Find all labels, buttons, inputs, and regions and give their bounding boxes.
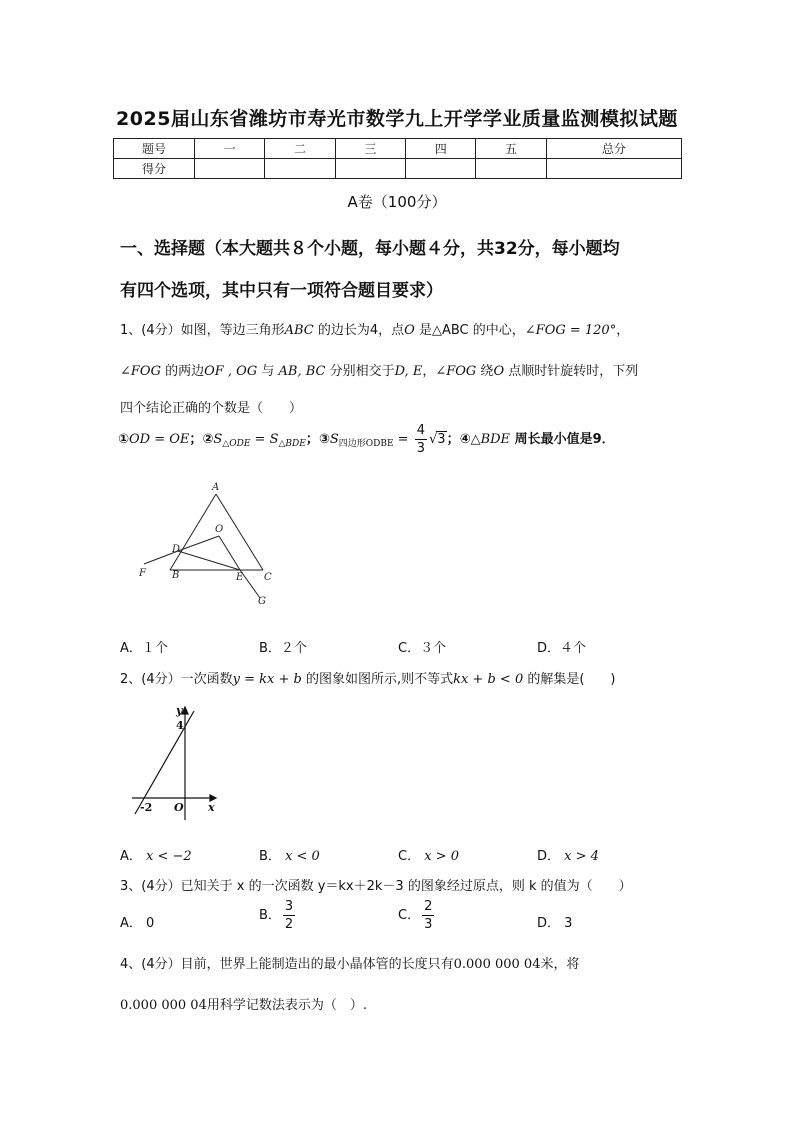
- score-cell[interactable]: [406, 159, 476, 179]
- q4-line2: [120, 994, 367, 1013]
- area-subscript: △BDE: [278, 439, 306, 449]
- option-value: 3: [564, 916, 573, 931]
- option-letter: D．: [537, 849, 561, 864]
- q1-triangle-name: ABC: [284, 323, 314, 338]
- q1-text: ，: [422, 364, 436, 379]
- q3-stem: 3、(4分）已知关于 x 的一次函数 y＝kx＋2k－3 的图象经过原点，则 k 的值为（ ）: [120, 879, 632, 894]
- area-subscript: △ODE: [222, 439, 251, 449]
- segment-do: [178, 536, 219, 551]
- q1-option-d[interactable]: D．４个: [537, 641, 587, 656]
- option-letter: C．: [398, 908, 421, 923]
- score-table: [113, 138, 682, 179]
- option-letter: B．: [259, 908, 281, 923]
- option-letter: A．: [120, 849, 142, 864]
- q2-option-c[interactable]: [398, 845, 459, 864]
- q1-line2: [120, 360, 638, 379]
- score-cell[interactable]: [265, 159, 335, 179]
- q1-option-b[interactable]: B．２个: [259, 641, 307, 656]
- q1-text: 周长最小值是9．: [510, 432, 615, 447]
- score-cell[interactable]: [476, 159, 546, 179]
- q1-text: 1、(4分）如图，等边三角形: [120, 323, 285, 338]
- section-heading-line2: 有四个选项，其中只有一项符合题目要求）: [120, 281, 443, 301]
- q1-point-o: O: [404, 323, 415, 338]
- q1-point-o: O: [493, 364, 505, 379]
- q2-text: 的图象如图所示,则不等式: [301, 672, 454, 687]
- option-expr: x < 0: [285, 849, 320, 864]
- triangle-name: BDE: [480, 432, 511, 447]
- q2-function: y = kx + b: [232, 672, 302, 687]
- area-subscript: 四边形ODBE: [338, 439, 394, 449]
- option-letter: B．: [259, 849, 281, 864]
- radicand: 3: [437, 432, 446, 447]
- fraction: [283, 900, 295, 931]
- q1-text: 的两边: [160, 364, 205, 379]
- label-b: B: [172, 570, 180, 581]
- numerator: 3: [284, 899, 294, 914]
- numerator: 4: [416, 423, 425, 438]
- y-axis-arrow-icon: [182, 707, 188, 714]
- section-heading: [120, 228, 690, 312]
- q1-line3: 四个结论正确的个数是（ ）: [120, 401, 303, 416]
- q3-option-a[interactable]: [120, 912, 154, 931]
- fraction: [422, 900, 434, 931]
- axis-label-y: y: [176, 704, 183, 717]
- label-f: F: [139, 568, 146, 579]
- label-a: A: [212, 482, 220, 493]
- q1-sides: AB, BC: [278, 364, 326, 379]
- equals-sign: =: [250, 432, 270, 447]
- option-letter: A．: [120, 916, 142, 931]
- q1-line1: 1、(4分）如图，等边三角形ABC 的边长为4，点O 是△ABC 的中心，∠FOG = 120°，: [120, 323, 630, 338]
- axis-label-x: x: [208, 801, 215, 814]
- option-expr: x < −2: [146, 849, 192, 864]
- origin-label: O: [174, 801, 184, 814]
- exam-title: 2025届山东省潍坊市寿光市数学九上开学学业质量监测模拟试题: [116, 108, 678, 130]
- area-symbol: S: [269, 432, 279, 447]
- table-row-label: 得分: [114, 159, 195, 179]
- equals-sign: =: [393, 432, 413, 447]
- table-header-cell: 题号: [114, 139, 195, 159]
- q2-text: 的解集是( ): [523, 672, 616, 687]
- table-header-cell: 一: [195, 139, 265, 159]
- q1-conclusion-marker: ；②: [189, 432, 214, 447]
- option-expr: x > 0: [424, 849, 459, 864]
- q1-text: 是△ABC 的中心，: [414, 323, 525, 338]
- segment-de: [178, 551, 240, 570]
- q1-conclusion-marker: ；④△: [446, 432, 481, 447]
- section-paper-a: A卷（100分）: [347, 193, 447, 211]
- q3-option-d[interactable]: [537, 912, 572, 931]
- q1-angle: ∠FOG: [120, 364, 161, 379]
- denominator: 3: [424, 917, 433, 932]
- area-symbol: S: [329, 432, 339, 447]
- q2-option-a[interactable]: [120, 845, 192, 864]
- option-letter: D．: [537, 916, 561, 931]
- q1-text: 点顺时针旋转时，下列: [504, 364, 639, 379]
- label-g: G: [258, 596, 266, 607]
- fraction: [415, 424, 427, 455]
- q4-number: 0.000 000 04: [453, 957, 541, 972]
- score-table-score-row: [114, 159, 682, 179]
- q4-number: 0.000 000 04: [120, 998, 207, 1013]
- score-cell[interactable]: [195, 159, 265, 179]
- score-table-header-row: [114, 139, 682, 159]
- q2-graph-figure: [128, 698, 228, 824]
- q4-line1: [120, 953, 579, 972]
- table-header-cell: 总分: [546, 139, 681, 159]
- q2-stem: [120, 668, 616, 687]
- label-e: E: [236, 572, 244, 583]
- q1-option-a[interactable]: A．１个: [120, 641, 168, 656]
- q1-conclusion-marker: ；③: [305, 432, 330, 447]
- q1-angle: ∠FOG: [435, 364, 477, 379]
- q1-option-c[interactable]: C．３个: [398, 641, 447, 656]
- score-cell[interactable]: [335, 159, 405, 179]
- q1-conclusion-1: OD = OE: [129, 432, 190, 447]
- segment-ab: [170, 494, 216, 570]
- option-expr: x > 4: [564, 849, 599, 864]
- q1-text: 绕: [476, 364, 494, 379]
- q2-text: 2、(4分）一次函数: [120, 672, 233, 687]
- q4-text: 用科学记数法表示为（ ）.: [206, 998, 367, 1013]
- q1-points: D, E: [394, 364, 423, 379]
- q1-conclusions: [118, 424, 615, 455]
- label-c: C: [264, 572, 272, 583]
- option-value: 0: [146, 916, 155, 931]
- table-header-cell: 五: [476, 139, 546, 159]
- q1-sides: OF , OG: [204, 364, 258, 379]
- q2-inequality: kx + b < 0: [453, 672, 524, 687]
- tick-label-4: 4: [176, 719, 184, 732]
- q2-option-d[interactable]: [537, 845, 599, 864]
- q1-text: 的边长为4，点: [313, 323, 405, 338]
- denominator: 3: [416, 441, 425, 456]
- table-header-cell: 三: [335, 139, 405, 159]
- q3-option-c[interactable]: [398, 900, 436, 931]
- option-letter: C．: [398, 849, 421, 864]
- area-symbol: S: [213, 432, 223, 447]
- q1-text: 与: [257, 364, 279, 379]
- denominator: 2: [284, 917, 294, 932]
- section-heading-line1: 一、选择题（本大题共８个小题，每小题４分，共32分，每小题均: [120, 239, 620, 259]
- q1-angle: ∠FOG = 120°: [524, 323, 617, 338]
- table-header-cell: 二: [265, 139, 335, 159]
- table-header-cell: 四: [406, 139, 476, 159]
- q1-triangle-figure: [130, 478, 290, 608]
- q1-text: 分别相交于: [325, 364, 395, 379]
- label-d: D: [172, 544, 181, 555]
- label-o: O: [215, 524, 224, 535]
- score-cell[interactable]: [546, 159, 681, 179]
- numerator: 2: [424, 899, 433, 914]
- q2-option-b[interactable]: [259, 845, 320, 864]
- q4-text: 4、(4分）目前，世界上能制造出的最小晶体管的长度只有: [120, 957, 454, 972]
- q3-option-b[interactable]: [259, 900, 297, 931]
- sqrt-icon: √: [428, 432, 438, 447]
- tick-label-neg2: -2: [140, 801, 153, 814]
- q4-text: 米，将: [540, 957, 580, 972]
- q1-conclusion-marker: ①: [118, 432, 130, 447]
